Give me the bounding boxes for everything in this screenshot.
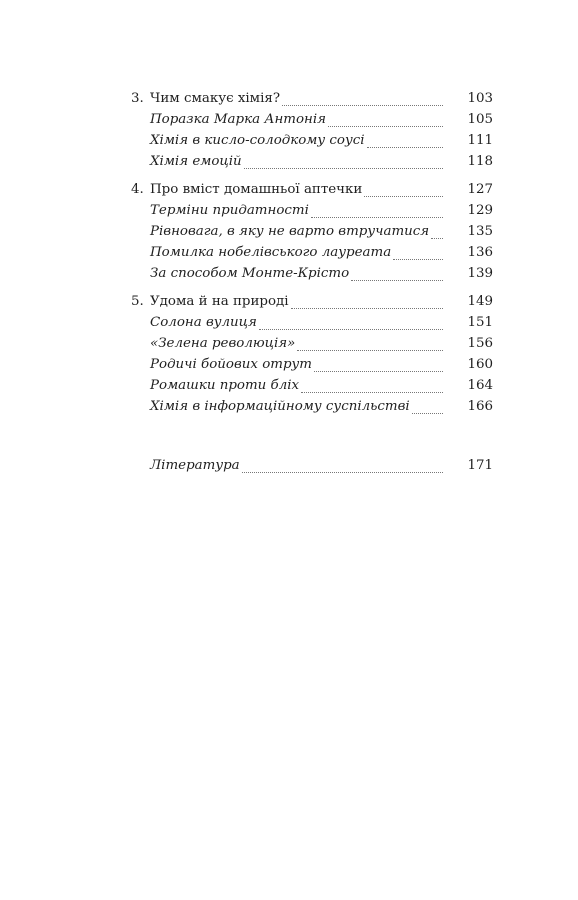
dot-leader (301, 384, 443, 393)
toc-chapter-row (131, 294, 493, 315)
page-number: 160 (467, 357, 493, 372)
page-number: 151 (467, 315, 493, 330)
dot-leader (367, 139, 443, 148)
subsection-title: Терміни придатності (150, 203, 309, 218)
toc-subsection-row (131, 112, 493, 133)
dot-leader (364, 188, 443, 197)
page-number: 164 (467, 378, 493, 393)
toc-subsection-row (131, 154, 493, 175)
dot-leader (393, 251, 443, 260)
toc-subsection-row (131, 224, 493, 245)
subsection-title: Родичі бойових отрут (150, 357, 312, 372)
page-number: 105 (467, 112, 493, 127)
chapter-number: 3. (131, 91, 144, 106)
page-number: 118 (467, 154, 493, 169)
subsection-title: Ромашки проти бліх (150, 378, 300, 393)
dot-leader (314, 363, 443, 372)
dot-leader (291, 300, 443, 309)
toc-section-4 (131, 182, 493, 287)
subsection-title: Помилка нобелівського лауреата (150, 245, 392, 260)
subsection-title: Поразка Марка Антонія (150, 112, 327, 127)
toc-subsection-row (131, 336, 493, 357)
toc-subsection-row (131, 378, 493, 399)
page-number: 136 (467, 245, 493, 260)
toc-subsection-row (131, 315, 493, 336)
page-number: 149 (467, 294, 493, 309)
subsection-title: «Зелена революція» (150, 336, 296, 351)
dot-leader (297, 342, 443, 351)
toc-subsection-row (131, 245, 493, 266)
chapter-title: Удома й на природі (150, 294, 289, 309)
subsection-title: Хімія емоцій (150, 154, 242, 169)
chapter-title: Чим смакує хімія? (150, 91, 281, 106)
toc-literature-row (131, 458, 493, 479)
literature-title: Література (150, 458, 240, 473)
toc-section-5 (131, 294, 493, 420)
toc-subsection-row (131, 266, 493, 287)
toc-section-3 (131, 91, 493, 175)
chapter-title: Про вміст домашньої аптечки (150, 182, 363, 197)
dot-leader (244, 160, 443, 169)
dot-leader (259, 321, 443, 330)
subsection-title: Хімія в інформаційному суспільстві (150, 399, 410, 414)
dot-leader (351, 272, 443, 281)
page-number: 139 (467, 266, 493, 281)
toc-subsection-row (131, 399, 493, 420)
page-number: 156 (467, 336, 493, 351)
subsection-title: Солона вулиця (150, 315, 257, 330)
page-number: 135 (467, 224, 493, 239)
dot-leader (242, 464, 443, 473)
page-number: 129 (467, 203, 493, 218)
dot-leader (412, 405, 443, 414)
dot-leader (431, 230, 443, 239)
subsection-title: За способом Монте-Крісто (150, 266, 350, 281)
subsection-title: Рівновага, в яку не варто втручатися (150, 224, 430, 239)
page-number: 127 (467, 182, 493, 197)
toc-subsection-row (131, 133, 493, 154)
subsection-title: Хімія в кисло-солодкому соусі (150, 133, 365, 148)
dot-leader (328, 118, 443, 127)
toc-subsection-row (131, 357, 493, 378)
page-number: 103 (467, 91, 493, 106)
dot-leader (311, 209, 443, 218)
chapter-number: 4. (131, 182, 144, 197)
page-number: 171 (467, 458, 493, 473)
page-number: 166 (467, 399, 493, 414)
toc-subsection-row (131, 203, 493, 224)
page-number: 111 (467, 133, 493, 148)
chapter-number: 5. (131, 294, 144, 309)
toc-chapter-row (131, 182, 493, 203)
table-of-contents (131, 91, 493, 479)
toc-chapter-row (131, 91, 493, 112)
dot-leader (282, 97, 443, 106)
